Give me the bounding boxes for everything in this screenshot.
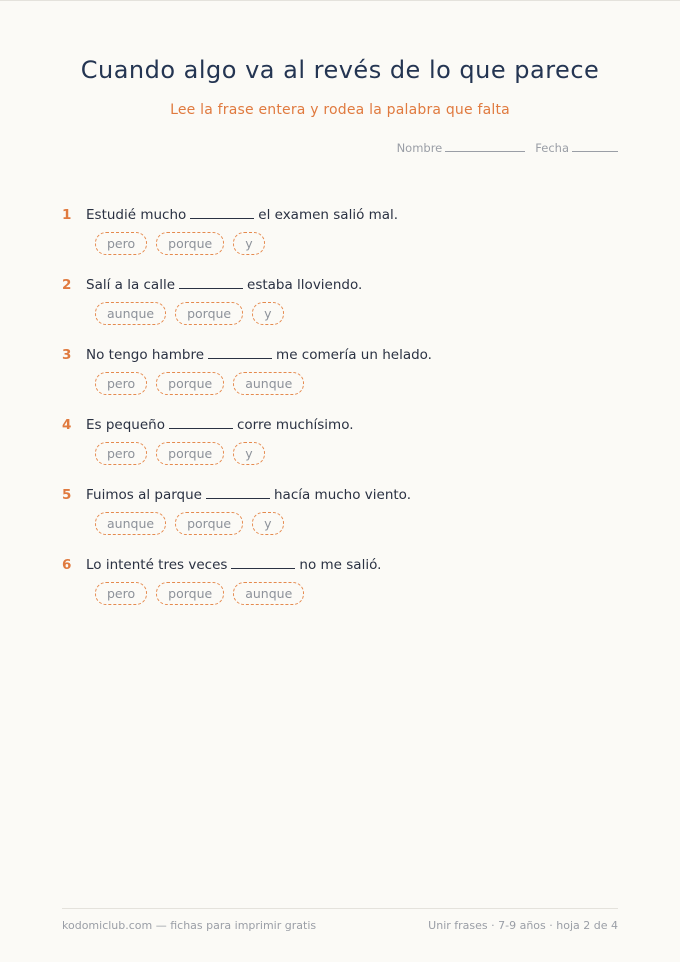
- option-porque[interactable]: porque: [156, 232, 224, 255]
- sentence-end: estaba lloviendo.: [247, 277, 363, 293]
- date-blank[interactable]: [572, 139, 618, 152]
- question-3: [62, 347, 432, 395]
- question-2: [62, 277, 362, 325]
- question-number: 2: [62, 277, 72, 293]
- page-title: Cuando algo va al revés de lo que parece: [80, 56, 600, 84]
- answer-blank: [190, 208, 254, 219]
- sentence-end: el examen salió mal.: [258, 207, 399, 223]
- page-subtitle: Lee la frase entera y rodea la palabra que falta: [170, 102, 510, 118]
- question-4: [62, 417, 354, 465]
- sentence-start: No tengo hambre: [86, 347, 205, 363]
- answer-blank: [231, 558, 295, 569]
- footer-site: kodomiclub.com — fichas para imprimir gratis: [62, 919, 317, 932]
- answer-blank: [169, 418, 233, 429]
- option-y[interactable]: y: [252, 302, 283, 325]
- sentence-start: Lo intenté tres veces: [86, 557, 228, 573]
- question-number: 4: [62, 417, 72, 433]
- option-porque[interactable]: porque: [175, 302, 243, 325]
- option-y[interactable]: y: [233, 232, 264, 255]
- option-y[interactable]: y: [252, 512, 283, 535]
- option-aunque[interactable]: aunque: [95, 512, 166, 535]
- question-number: 5: [62, 487, 72, 503]
- question-5: [62, 487, 411, 535]
- footer-sheet-info: Unir frases · 7-9 años · hoja 2 de 4: [428, 919, 618, 932]
- name-date-fields: [397, 139, 618, 155]
- option-porque[interactable]: porque: [156, 442, 224, 465]
- option-porque[interactable]: porque: [175, 512, 243, 535]
- option-aunque[interactable]: aunque: [95, 302, 166, 325]
- footer-divider: [62, 908, 618, 909]
- question-1: [62, 207, 398, 255]
- sentence-start: Salí a la calle: [86, 277, 176, 293]
- option-porque[interactable]: porque: [156, 372, 224, 395]
- option-pero[interactable]: pero: [95, 372, 147, 395]
- name-label: Nombre: [396, 141, 443, 155]
- sentence-start: Es pequeño: [86, 417, 165, 433]
- option-aunque[interactable]: aunque: [233, 582, 304, 605]
- name-blank[interactable]: [445, 139, 525, 152]
- question-number: 1: [62, 207, 72, 223]
- option-pero[interactable]: pero: [95, 582, 147, 605]
- answer-blank: [208, 348, 272, 359]
- option-aunque[interactable]: aunque: [233, 372, 304, 395]
- question-number: 3: [62, 347, 72, 363]
- answer-blank: [179, 278, 243, 289]
- sentence-end: corre muchísimo.: [236, 417, 354, 433]
- option-porque[interactable]: porque: [156, 582, 224, 605]
- sentence-end: no me salió.: [299, 557, 382, 573]
- option-pero[interactable]: pero: [95, 232, 147, 255]
- sentence-start: Estudié mucho: [86, 207, 187, 223]
- top-border: [0, 0, 680, 1]
- sentence-start: Fuimos al parque: [86, 487, 202, 503]
- option-pero[interactable]: pero: [95, 442, 147, 465]
- option-y[interactable]: y: [233, 442, 264, 465]
- answer-blank: [206, 488, 270, 499]
- sentence-end: hacía mucho viento.: [273, 487, 411, 503]
- question-6: [62, 557, 381, 605]
- question-number: 6: [62, 557, 72, 573]
- date-label: Fecha: [535, 141, 569, 155]
- sentence-end: me comería un helado.: [276, 347, 432, 363]
